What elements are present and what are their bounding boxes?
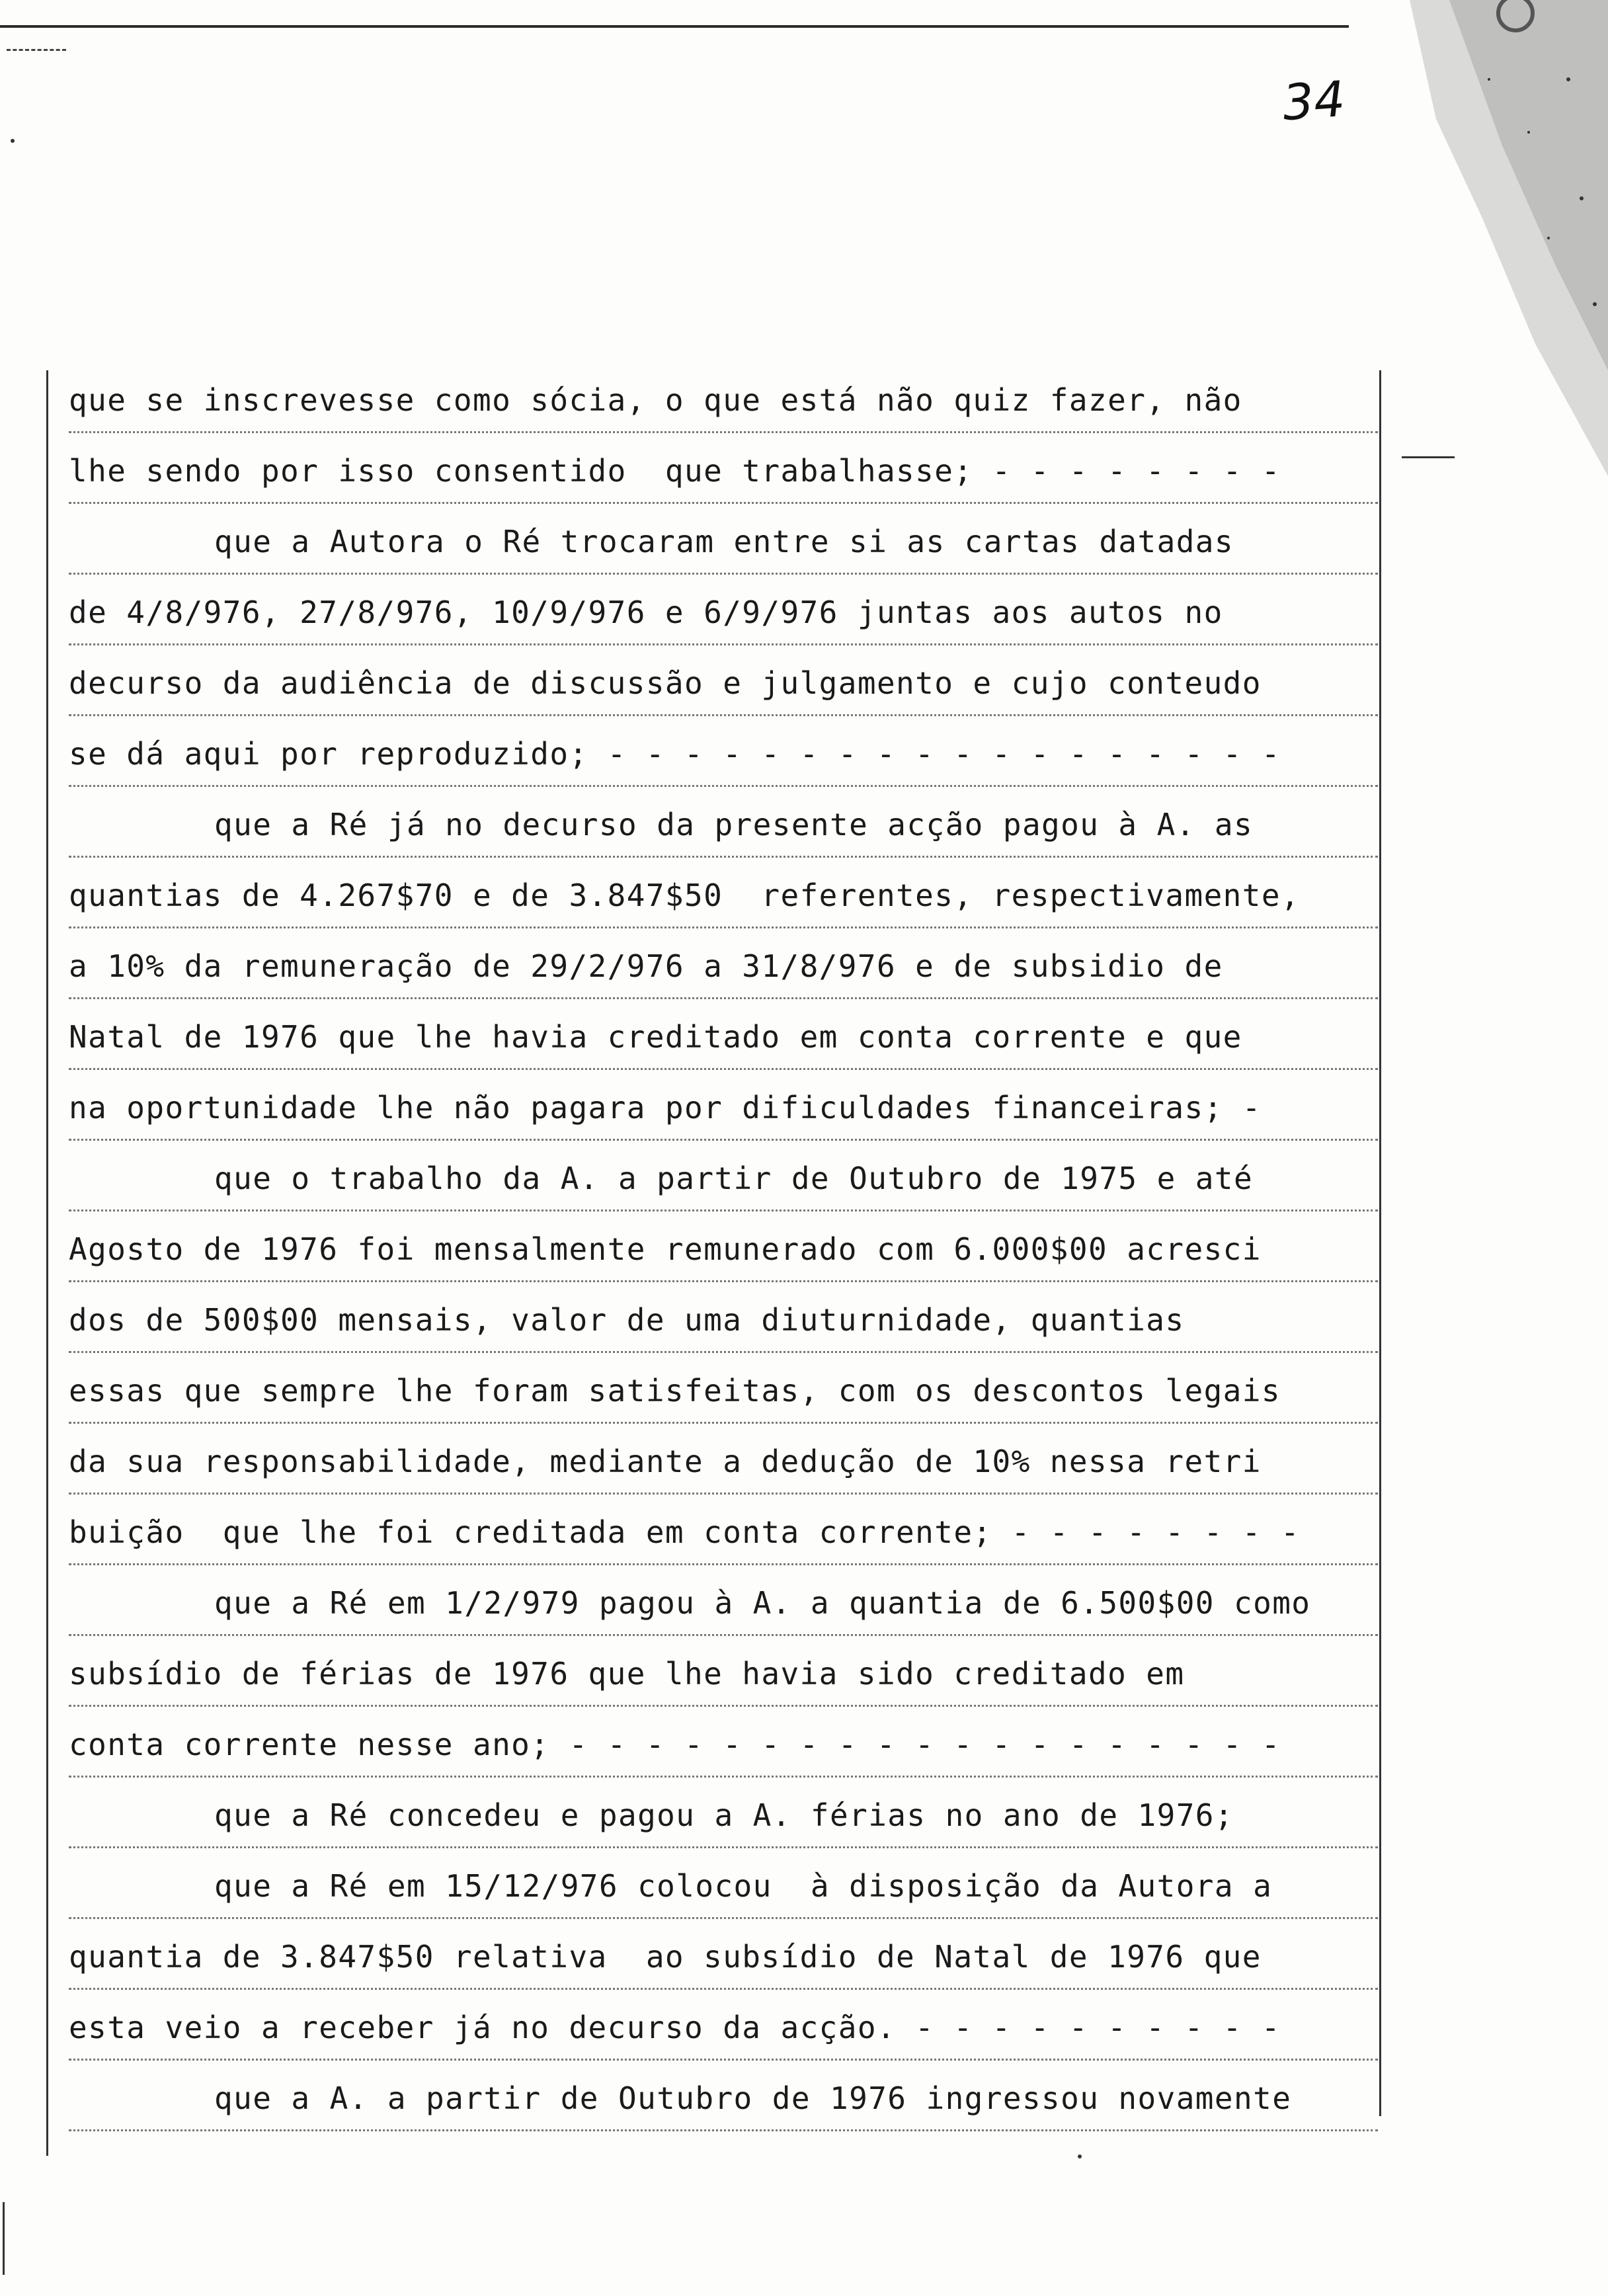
text-line-2: lhe sendo por isso consentido que trabalhasse; - - - - - - - -	[69, 433, 1378, 504]
text-line-3: que a Autora o Ré trocaram entre si as cartas datadas	[69, 504, 1378, 575]
right-margin-rule	[1379, 370, 1381, 2116]
text-line-1: que se inscrevesse como sócia, o que está não quiz fazer, não	[69, 362, 1378, 433]
text-line-22: que a Ré em 15/12/976 colocou à disposição da Autora a	[69, 1848, 1378, 1919]
text-line-11: na oportunidade lhe não pagara por dificuldades financeiras; -	[69, 1070, 1378, 1141]
text-line-20: conta corrente nesse ano; - - - - - - - - - - - - - - - - - - -	[69, 1707, 1378, 1778]
page-number: 34	[1281, 70, 1347, 132]
speck-mark	[11, 139, 15, 143]
top-rule	[0, 25, 1349, 28]
text-line-21: que a Ré concedeu e pagou a A. férias no ano de 1976;	[69, 1778, 1378, 1848]
text-line-24: esta veio a receber já no decurso da acção. - - - - - - - - - -	[69, 1990, 1378, 2061]
left-margin-rule	[46, 370, 48, 2156]
text-line-9: a 10% da remuneração de 29/2/976 a 31/8/976 e de subsidio de	[69, 928, 1378, 999]
text-line-12: que o trabalho da A. a partir de Outubro de 1975 e até	[69, 1141, 1378, 1211]
text-line-14: dos de 500$00 mensais, valor de uma diuturnidade, quantias	[69, 1282, 1378, 1353]
text-line-13: Agosto de 1976 foi mensalmente remunerado com 6.000$00 acresci	[69, 1211, 1378, 1282]
text-line-25: que a A. a partir de Outubro de 1976 ingressou novamente	[69, 2061, 1378, 2131]
text-line-18: que a Ré em 1/2/979 pagou à A. a quantia de 6.500$00 como	[69, 1565, 1378, 1636]
bottom-left-mark	[3, 2202, 5, 2275]
text-line-6: se dá aqui por reproduzido; - - - - - - - - - - - - - - - - - -	[69, 716, 1378, 787]
top-dash-mark	[7, 49, 66, 53]
margin-dash-mark	[1402, 456, 1455, 458]
text-line-5: decurso da audiência de discussão e julgamento e cujo conteudo	[69, 645, 1378, 716]
text-line-4: de 4/8/976, 27/8/976, 10/9/976 e 6/9/976 juntas aos autos no	[69, 575, 1378, 645]
text-line-19: subsídio de férias de 1976 que lhe havia sido creditado em	[69, 1636, 1378, 1707]
text-line-7: que a Ré já no decurso da presente acção pagou à A. as	[69, 787, 1378, 858]
text-line-15: essas que sempre lhe foram satisfeitas, com os descontos legais	[69, 1353, 1378, 1424]
text-line-8: quantias de 4.267$70 e de 3.847$50 referentes, respectivamente,	[69, 858, 1378, 928]
text-line-10: Natal de 1976 que lhe havia creditado em conta corrente e que	[69, 999, 1378, 1070]
text-line-23: quantia de 3.847$50 relativa ao subsídio de Natal de 1976 que	[69, 1919, 1378, 1990]
speck-mark	[1078, 2154, 1082, 2158]
text-line-16: da sua responsabilidade, mediante a dedução de 10% nessa retri	[69, 1424, 1378, 1495]
text-line-17: buição que lhe foi creditada em conta corrente; - - - - - - - -	[69, 1495, 1378, 1565]
body-text	[69, 362, 1378, 2131]
